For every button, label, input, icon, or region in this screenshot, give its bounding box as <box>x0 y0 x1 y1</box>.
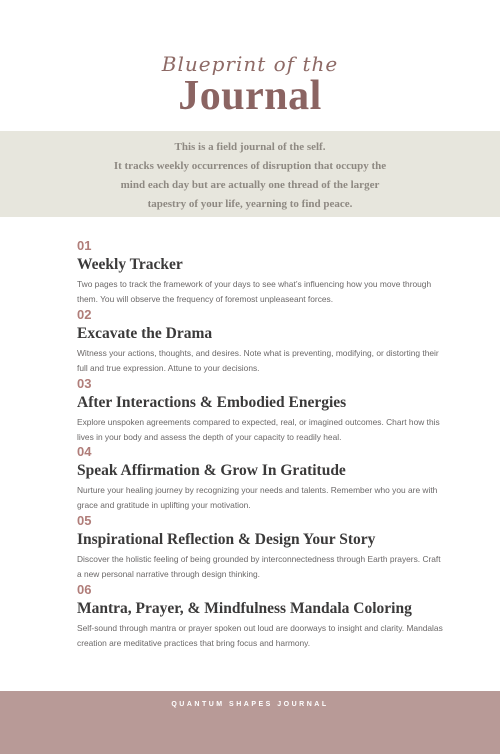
section-number: 04 <box>77 444 92 459</box>
section-weekly-tracker <box>77 238 447 307</box>
intro-text <box>90 138 410 214</box>
section-description: Witness your actions, thoughts, and desires. Note what is preventing, modifying, or distorting their full and true expression. Attune to your decisions. <box>77 348 439 373</box>
section-number: 02 <box>77 307 92 322</box>
footer-text: QUANTUM SHAPES JOURNAL <box>171 701 329 708</box>
section-heading: After Interactions & Embodied Energies <box>77 394 347 411</box>
section-description: Self-sound through mantra or prayer spoken out loud are doorways to insight and clarity. Mandalas creation are meditative practices that bring focus and harmony. <box>77 623 443 648</box>
intro-line: This is a field journal of the self. <box>174 141 326 153</box>
section-number: 05 <box>77 513 92 528</box>
section-heading: Excavate the Drama <box>77 325 213 342</box>
section-excavate-drama <box>77 307 447 376</box>
script-subtitle: Blueprint of the <box>161 52 339 76</box>
section-affirmation-gratitude <box>77 444 447 513</box>
section-heading: Speak Affirmation & Grow In Gratitude <box>77 462 346 479</box>
section-number: 03 <box>77 376 92 391</box>
section-heading: Mantra, Prayer, & Mindfulness Mandala Coloring <box>77 600 412 617</box>
section-description: Explore unspoken agreements compared to expected, real, or imagined outcomes. Chart how this lives in your body and assess the depth of your capacity to readily heal. <box>77 417 440 442</box>
section-mantra-prayer <box>77 582 447 651</box>
page-title: Journal <box>178 73 322 119</box>
section-description: Two pages to track the framework of your days to see what’s influencing how you move through them. You will observe the frequency of foremost unpleaseant forces. <box>77 279 432 304</box>
section-description: Nurture your healing journey by recognizing your needs and talents. Remember who you are with grace and gratitude in uplifting your motivation. <box>77 485 438 510</box>
section-heading: Weekly Tracker <box>77 256 183 273</box>
section-inspirational-reflection <box>77 513 447 582</box>
section-number: 06 <box>77 582 92 597</box>
section-description: Discover the holistic feeling of being grounded by interconnectedness through Earth prayers. Craft a new personal narrative through design thinking. <box>77 554 441 579</box>
intro-line: It tracks weekly occurrences of disruption that occupy the <box>113 160 387 172</box>
intro-line: tapestry of your life, yearning to find peace. <box>147 198 353 210</box>
section-number: 01 <box>77 238 92 253</box>
section-heading: Inspirational Reflection & Design Your Story <box>77 531 376 548</box>
section-after-interactions <box>77 376 447 445</box>
intro-line: mind each day but are actually one thread of the larger <box>120 179 380 191</box>
